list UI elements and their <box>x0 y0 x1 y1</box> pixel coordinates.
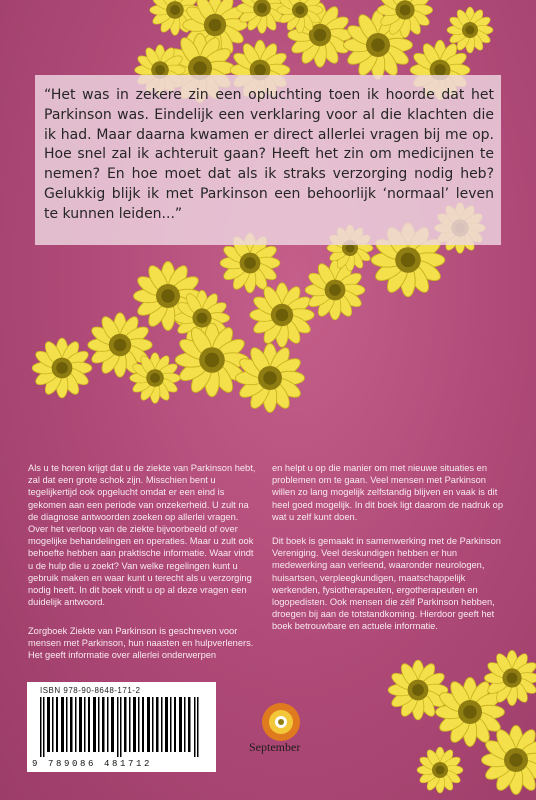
continuation-paragraph: en helpt u op die manier om met nieuwe situaties en problemen om te gaan. Veel mensen met Parkinson willen zo lang mogelijk zelfstandig blijven en vaak is dit heel goed mogelijk. In dit boek ligt daarom de nadruk op wat u zelf kunt doen. <box>272 463 504 522</box>
collaboration-paragraph: Dit boek is gemaakt in samenwerking met de Parkinson Vereniging. Veel deskundigen hebben er hun medewerking aan verleend, waaronder neurologen, huisartsen, verpleegkundigen, maatschappelijk werkenden, fysiotherapeuten, ergotherapeuten en logopedisten. Ook mensen die zélf Parkinson hebben, droegen bij aan de totstandkoming. Hierdoor geeft het boek betrouwbare en actuele informatie. <box>272 536 501 632</box>
testimonial-quote: “Het was in zekere zin een opluchting toen ik hoorde dat het Parkinson was. Eindelijk een verklaring voor al die klachten die ik had. Maar daarna kwamen er direct allerlei vragen bij me op. Hoe snel zal ik achteruit gaan? Heeft het zin om medicijnen te nemen? En hoe moet dat als ik straks verzorging nodig heb? Gelukkig blijk ik met Parkinson een behoorlijk ‘normaal’ leven te kunnen leiden...” <box>44 87 494 222</box>
isbn-label: ISBN 978-90-8648-171-2 <box>40 686 141 695</box>
publisher-name: September <box>249 740 301 754</box>
intro-paragraph: Als u te horen krijgt dat u de ziekte van Parkinson hebt, zal dat een grote schok zijn. Misschien bent u tegelijkertijd ook opgelucht omdat er een eind is gekomen aan een periode van onzekerheid. U zult na de diagnose antwoorden zoeken op allerlei vragen. Over het verloop van de ziekte bijvoorbeeld of over mogelijke behandelingen en operaties. Maar u zult ook behoefte hebben aan praktische informatie. Waar vindt u de hulp die u zoekt? Van welke regelingen kunt u gebruik maken en waar kunt u terecht als u verzorging nodig heeft. In dit boek vindt u op al deze vragen een duidelijk antwoord. <box>28 463 256 608</box>
description-paragraph: Zorgboek Ziekte van Parkinson is geschreven voor mensen met Parkinson, hun naasten en hulpverleners. Het geeft informatie over allerlei onderwerpen <box>28 626 254 661</box>
barcode-number: 9 789086 481712 <box>32 759 153 769</box>
barcode-icon <box>40 697 205 757</box>
